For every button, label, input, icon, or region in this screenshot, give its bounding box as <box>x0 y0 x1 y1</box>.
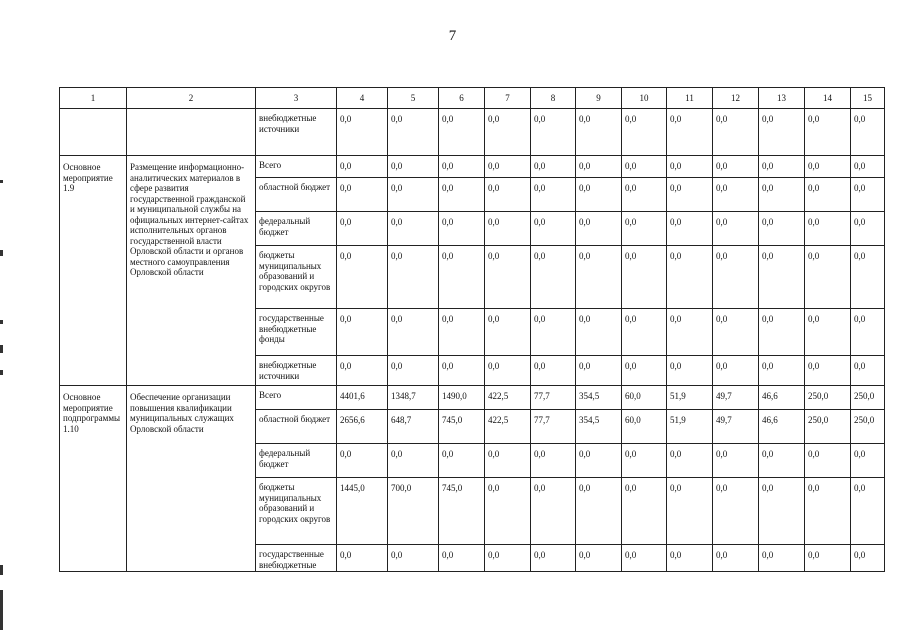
header-cell: 8 <box>531 88 576 109</box>
value-cell: 422,5 <box>485 386 531 410</box>
value-cell: 60,0 <box>622 410 667 444</box>
value-cell: 0,0 <box>576 178 622 212</box>
value-cell: 0,0 <box>759 109 805 156</box>
value-cell: 0,0 <box>851 356 885 386</box>
value-cell: 0,0 <box>485 156 531 178</box>
value-cell: 0,0 <box>667 178 713 212</box>
value-cell: 354,5 <box>576 410 622 444</box>
value-cell: 0,0 <box>851 478 885 545</box>
value-cell: 0,0 <box>439 246 485 309</box>
value-cell: 60,0 <box>622 386 667 410</box>
value-cell: 250,0 <box>851 386 885 410</box>
value-cell: 0,0 <box>485 212 531 246</box>
value-cell: 0,0 <box>485 478 531 545</box>
value-cell: 0,0 <box>805 545 851 572</box>
value-cell: 0,0 <box>805 109 851 156</box>
value-cell: 0,0 <box>388 545 439 572</box>
value-cell: 0,0 <box>759 178 805 212</box>
value-cell: 46,6 <box>759 410 805 444</box>
value-cell: 1348,7 <box>388 386 439 410</box>
value-cell: 0,0 <box>337 178 388 212</box>
value-cell: 0,0 <box>388 356 439 386</box>
value-cell: 0,0 <box>337 309 388 356</box>
value-cell: 0,0 <box>622 478 667 545</box>
value-cell: 0,0 <box>759 444 805 478</box>
value-cell: 0,0 <box>713 246 759 309</box>
value-cell: 49,7 <box>713 410 759 444</box>
page-number: 7 <box>448 28 457 44</box>
value-cell: 250,0 <box>805 386 851 410</box>
value-cell: 0,0 <box>851 178 885 212</box>
value-cell: 0,0 <box>388 309 439 356</box>
value-cell: 0,0 <box>622 212 667 246</box>
scan-edge-marks <box>0 170 3 640</box>
value-cell: 0,0 <box>485 109 531 156</box>
value-cell: 0,0 <box>439 444 485 478</box>
value-cell: 0,0 <box>531 356 576 386</box>
value-cell: 0,0 <box>531 309 576 356</box>
header-cell: 5 <box>388 88 439 109</box>
value-cell: 0,0 <box>531 178 576 212</box>
header-cell: 2 <box>127 88 256 109</box>
value-cell: 0,0 <box>485 178 531 212</box>
header-cell: 3 <box>256 88 337 109</box>
value-cell: 0,0 <box>439 212 485 246</box>
value-cell: 0,0 <box>713 178 759 212</box>
value-cell: 0,0 <box>851 545 885 572</box>
value-cell: 0,0 <box>388 212 439 246</box>
header-cell: 12 <box>713 88 759 109</box>
value-cell: 0,0 <box>576 478 622 545</box>
value-cell: 0,0 <box>667 356 713 386</box>
value-cell: 0,0 <box>622 178 667 212</box>
value-cell: 745,0 <box>439 478 485 545</box>
header-cell: 6 <box>439 88 485 109</box>
value-cell: 0,0 <box>759 545 805 572</box>
value-cell: 0,0 <box>622 356 667 386</box>
value-cell: 0,0 <box>388 156 439 178</box>
value-cell: 0,0 <box>388 444 439 478</box>
value-cell: 250,0 <box>851 410 885 444</box>
value-cell: 51,9 <box>667 386 713 410</box>
header-cell: 1 <box>60 88 127 109</box>
event-code-cell <box>60 109 127 156</box>
header-cell: 4 <box>337 88 388 109</box>
value-cell: 0,0 <box>439 178 485 212</box>
header-cell: 14 <box>805 88 851 109</box>
value-cell: 0,0 <box>805 309 851 356</box>
value-cell: 0,0 <box>667 478 713 545</box>
funding-source-cell: государственные внебюджетные <box>256 545 337 572</box>
funding-source-cell: государственные внебюджетные фонды <box>256 309 337 356</box>
value-cell: 0,0 <box>576 109 622 156</box>
value-cell: 0,0 <box>576 246 622 309</box>
table-row <box>60 109 885 156</box>
value-cell: 0,0 <box>439 545 485 572</box>
value-cell: 0,0 <box>576 212 622 246</box>
value-cell: 0,0 <box>667 156 713 178</box>
funding-source-cell: бюджеты муниципальных образований и городских округов <box>256 246 337 309</box>
event-code-cell: Основное мероприятие подпрограммы 1.10 <box>60 386 127 572</box>
value-cell: 0,0 <box>667 109 713 156</box>
value-cell: 46,6 <box>759 386 805 410</box>
table-row <box>60 386 885 410</box>
value-cell: 0,0 <box>576 545 622 572</box>
value-cell: 1445,0 <box>337 478 388 545</box>
value-cell: 0,0 <box>439 156 485 178</box>
column-number-header-row <box>60 88 885 109</box>
header-cell: 7 <box>485 88 531 109</box>
value-cell: 0,0 <box>713 545 759 572</box>
value-cell: 77,7 <box>531 410 576 444</box>
funding-source-cell: Всего <box>256 386 337 410</box>
value-cell: 0,0 <box>622 109 667 156</box>
event-name-cell: Размещение информационно-аналитических материалов в сфере развития государственной гражданской и муниципальной службы на официальных интернет-сайтах исполнительных органов государственной власти Орловской области и органов местного самоуправления Орловской области <box>127 156 256 386</box>
value-cell: 0,0 <box>622 444 667 478</box>
event-code-cell: Основное мероприятие 1.9 <box>60 156 127 386</box>
header-cell: 13 <box>759 88 805 109</box>
value-cell: 0,0 <box>531 212 576 246</box>
value-cell: 0,0 <box>622 309 667 356</box>
funding-source-cell: областной бюджет <box>256 410 337 444</box>
value-cell: 0,0 <box>622 545 667 572</box>
funding-source-cell: бюджеты муниципальных образований и городских округов <box>256 478 337 545</box>
value-cell: 0,0 <box>713 478 759 545</box>
value-cell: 0,0 <box>388 178 439 212</box>
value-cell: 0,0 <box>713 444 759 478</box>
header-cell: 9 <box>576 88 622 109</box>
table-body <box>60 109 885 572</box>
value-cell: 0,0 <box>713 156 759 178</box>
value-cell: 0,0 <box>622 156 667 178</box>
value-cell: 0,0 <box>337 156 388 178</box>
value-cell: 0,0 <box>337 356 388 386</box>
value-cell: 0,0 <box>531 545 576 572</box>
value-cell: 354,5 <box>576 386 622 410</box>
value-cell: 51,9 <box>667 410 713 444</box>
funding-source-cell: внебюджетные источники <box>256 356 337 386</box>
event-name-cell <box>127 109 256 156</box>
value-cell: 0,0 <box>713 212 759 246</box>
value-cell: 0,0 <box>759 356 805 386</box>
funding-source-cell: Всего <box>256 156 337 178</box>
value-cell: 0,0 <box>439 356 485 386</box>
value-cell: 0,0 <box>531 478 576 545</box>
value-cell: 0,0 <box>667 545 713 572</box>
value-cell: 0,0 <box>531 156 576 178</box>
value-cell: 648,7 <box>388 410 439 444</box>
value-cell: 0,0 <box>805 356 851 386</box>
value-cell: 0,0 <box>805 178 851 212</box>
value-cell: 0,0 <box>576 156 622 178</box>
value-cell: 0,0 <box>485 309 531 356</box>
value-cell: 0,0 <box>439 109 485 156</box>
value-cell: 0,0 <box>805 246 851 309</box>
table-row <box>60 156 885 178</box>
value-cell: 250,0 <box>805 410 851 444</box>
value-cell: 77,7 <box>531 386 576 410</box>
value-cell: 0,0 <box>805 156 851 178</box>
value-cell: 0,0 <box>485 545 531 572</box>
value-cell: 4401,6 <box>337 386 388 410</box>
value-cell: 0,0 <box>759 478 805 545</box>
funding-source-cell: внебюджетные источники <box>256 109 337 156</box>
value-cell: 0,0 <box>759 212 805 246</box>
event-name-cell: Обеспечение организации повышения квалификации муниципальных служащих Орловской области <box>127 386 256 572</box>
value-cell: 0,0 <box>337 444 388 478</box>
value-cell: 1490,0 <box>439 386 485 410</box>
value-cell: 0,0 <box>851 212 885 246</box>
value-cell: 2656,6 <box>337 410 388 444</box>
value-cell: 0,0 <box>337 545 388 572</box>
value-cell: 0,0 <box>805 212 851 246</box>
funding-source-cell: федеральный бюджет <box>256 444 337 478</box>
value-cell: 0,0 <box>388 109 439 156</box>
funding-source-cell: федеральный бюджет <box>256 212 337 246</box>
value-cell: 0,0 <box>851 444 885 478</box>
value-cell: 0,0 <box>713 109 759 156</box>
value-cell: 0,0 <box>622 246 667 309</box>
value-cell: 0,0 <box>851 109 885 156</box>
value-cell: 0,0 <box>337 109 388 156</box>
value-cell: 0,0 <box>337 212 388 246</box>
value-cell: 0,0 <box>576 356 622 386</box>
value-cell: 0,0 <box>805 478 851 545</box>
value-cell: 0,0 <box>576 444 622 478</box>
value-cell: 0,0 <box>667 212 713 246</box>
value-cell: 0,0 <box>759 309 805 356</box>
value-cell: 0,0 <box>531 444 576 478</box>
value-cell: 0,0 <box>337 246 388 309</box>
header-cell: 11 <box>667 88 713 109</box>
value-cell: 0,0 <box>576 309 622 356</box>
value-cell: 0,0 <box>531 246 576 309</box>
value-cell: 0,0 <box>667 444 713 478</box>
value-cell: 0,0 <box>713 309 759 356</box>
value-cell: 49,7 <box>713 386 759 410</box>
header-cell: 10 <box>622 88 667 109</box>
value-cell: 0,0 <box>667 309 713 356</box>
value-cell: 0,0 <box>805 444 851 478</box>
value-cell: 700,0 <box>388 478 439 545</box>
value-cell: 0,0 <box>759 246 805 309</box>
value-cell: 0,0 <box>851 156 885 178</box>
value-cell: 0,0 <box>439 309 485 356</box>
value-cell: 0,0 <box>851 309 885 356</box>
value-cell: 0,0 <box>485 356 531 386</box>
value-cell: 745,0 <box>439 410 485 444</box>
header-cell: 15 <box>851 88 885 109</box>
value-cell: 0,0 <box>485 444 531 478</box>
budget-table <box>59 87 885 572</box>
funding-source-cell: областной бюджет <box>256 178 337 212</box>
value-cell: 0,0 <box>851 246 885 309</box>
value-cell: 0,0 <box>667 246 713 309</box>
value-cell: 0,0 <box>531 109 576 156</box>
value-cell: 0,0 <box>713 356 759 386</box>
value-cell: 0,0 <box>485 246 531 309</box>
value-cell: 0,0 <box>759 156 805 178</box>
value-cell: 0,0 <box>388 246 439 309</box>
value-cell: 422,5 <box>485 410 531 444</box>
